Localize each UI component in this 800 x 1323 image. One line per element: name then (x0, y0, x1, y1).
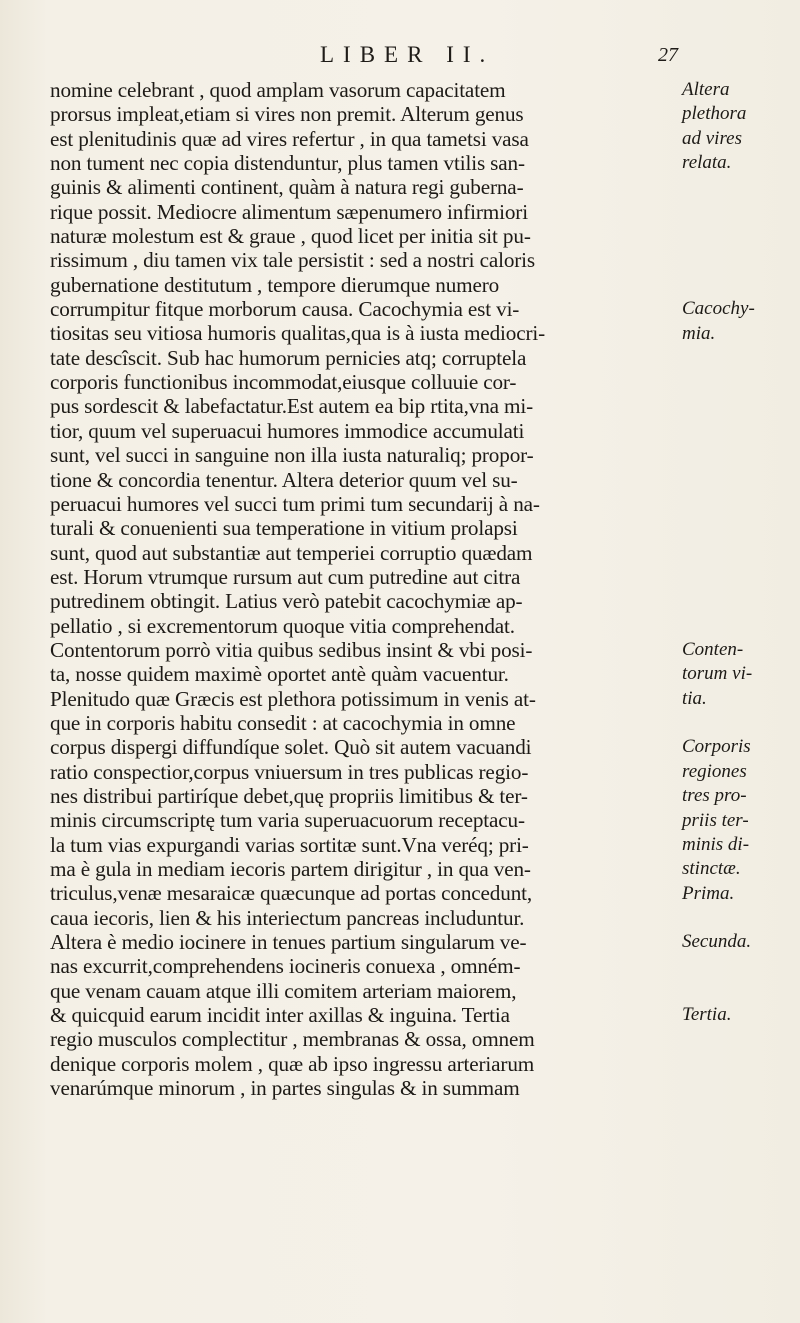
text-line: minis circumscriptę tum varia superuacuorum receptacu- (50, 808, 525, 833)
text-line: tione & concordia tenentur. Altera deterior quum vel su- (50, 467, 518, 492)
text-line: prorsus impleat,etiam si vires non premit. Alterum genus (50, 102, 524, 127)
text-line: la tum vias expurgandi varias sortitæ sunt.Vna veréq; pri- (50, 832, 529, 857)
page-number: 27 (658, 44, 678, 66)
text-line: non tument nec copia distenduntur, plus tamen vtilis san- (50, 151, 525, 176)
margin-note: torum vi- (682, 663, 753, 685)
text-line: triculus,venæ mesaraicæ quæcunque ad portas concedunt, (50, 881, 533, 906)
text-line: rissimum , diu tamen vix tale persistit : sed a nostri caloris (50, 248, 535, 273)
text-line: peruacui humores vel succi tum primi tum secundarij à na- (50, 491, 540, 516)
margin-note: Altera (682, 79, 730, 100)
margin-note: plethora (682, 103, 747, 125)
text-line: Contentorum porrò vitia quibus sedibus insint & vbi posi- (50, 637, 533, 662)
text-line: corporis functionibus incommodat,eiusque colluuie cor- (50, 370, 517, 395)
text-line: corpus dispergi diffundíque solet. Quò sit autem vacuandi (50, 735, 532, 760)
text-line: tior, quum vel superuacui humores immodice accumulati (50, 418, 525, 443)
text-line: putredinem obtingit. Latius verò patebit cacochymiæ ap- (50, 589, 523, 614)
running-head: LIBER II. (320, 42, 495, 67)
text-line: est. Horum vtrumque rursum aut cum putredine aut citra (50, 564, 521, 589)
text-line: regio musculos complectitur , membranas & ossa, omnem (50, 1027, 535, 1052)
text-line: Plenitudo quæ Græcis est plethora potissimum in venis at- (50, 686, 536, 711)
text-line: est plenitudinis quæ ad vires refertur , in qua tametsi vasa (50, 126, 529, 151)
text-line: pellatio , si excrementorum quoque vitia comprehendat. (50, 613, 515, 638)
text-line: gubernatione destitutum , tempore dierumque numero (50, 272, 500, 297)
margin-note: mia. (682, 322, 716, 344)
text-line: Altera è medio iocinere in tenues partium singularum ve- (50, 930, 527, 955)
margin-note: Secunda. (682, 931, 752, 953)
margin-note: Corporis (682, 736, 751, 758)
text-line: nas excurrit,comprehendens iocineris conuexa , omném- (50, 954, 521, 979)
text-line: rique possit. Mediocre alimentum sæpenumero infirmiori (50, 199, 528, 224)
text-line: denique corporis molem , quæ ab ipso ingressu arteriarum (50, 1051, 535, 1076)
text-line: que venam cauam atque illi comitem arteriam maiorem, (50, 978, 517, 1003)
text-line: ta, nosse quidem maximè oportet antè quàm vacuentur. (50, 662, 509, 687)
margin-note: priis ter- (682, 809, 749, 831)
margin-note: Cacochy- (682, 298, 755, 320)
margin-note: tres pro- (682, 785, 747, 807)
margin-note: Conten- (682, 639, 744, 661)
text-line: que in corporis habitu consedit : at cacochymia in omne (50, 710, 516, 735)
text-line: caua iecoris, lien & his interiectum pancreas includuntur. (50, 905, 525, 930)
text-line: ratio conspectior,corpus vniuersum in tres publicas regio- (50, 759, 529, 784)
margin-note: stinctæ. (682, 858, 741, 880)
margin-note: relata. (682, 152, 732, 174)
text-line: & quicquid earum incidit inter axillas & inguina. Tertia (50, 1003, 510, 1028)
text-line: guinis & alimenti continent, quàm à natura regi guberna- (50, 175, 524, 200)
margin-note: tia. (682, 687, 707, 709)
text-line: naturæ molestum est & graue , quod licet per initia sit pu- (50, 224, 531, 249)
text-line: pus sordescit & labefactatur.Est autem ea bip rtita,vna mi- (50, 394, 534, 419)
text-line: venarúmque minorum , in partes singulas & in summam (50, 1076, 520, 1101)
text-line: tate descîscit. Sub hac humorum pernicies atq; corruptela (50, 345, 527, 370)
text-line: sunt, quod aut substantiæ aut temperiei corruptio quædam (50, 540, 533, 565)
margin-note: Tertia. (682, 1004, 732, 1026)
text-line: nomine celebrant , quod amplam vasorum capacitatem (50, 78, 506, 102)
text-line: corrumpitur fitque morborum causa. Cacochymia est vi- (50, 297, 520, 322)
margin-note: Prima. (682, 882, 735, 904)
text-line: sunt, vel succi in sanguine non illa iusta naturaliq; propor- (50, 443, 534, 468)
main-text-block (50, 78, 670, 1100)
text-line: turali & conuenienti sua temperatione in vitium prolapsi (50, 516, 518, 541)
text-line: tiositas seu vitiosa humoris qualitas,qua is à iusta mediocri- (50, 321, 546, 346)
page-header (0, 42, 800, 82)
text-line: nes distribui partiríque debet,quę propriis limitibus & ter- (50, 783, 528, 808)
text-line: ma è gula in mediam iecoris partem dirigitur , in qua ven- (50, 857, 531, 881)
margin-note: ad vires (682, 127, 742, 149)
margin-note: regiones (682, 760, 747, 782)
margin-note: minis di- (682, 833, 750, 855)
